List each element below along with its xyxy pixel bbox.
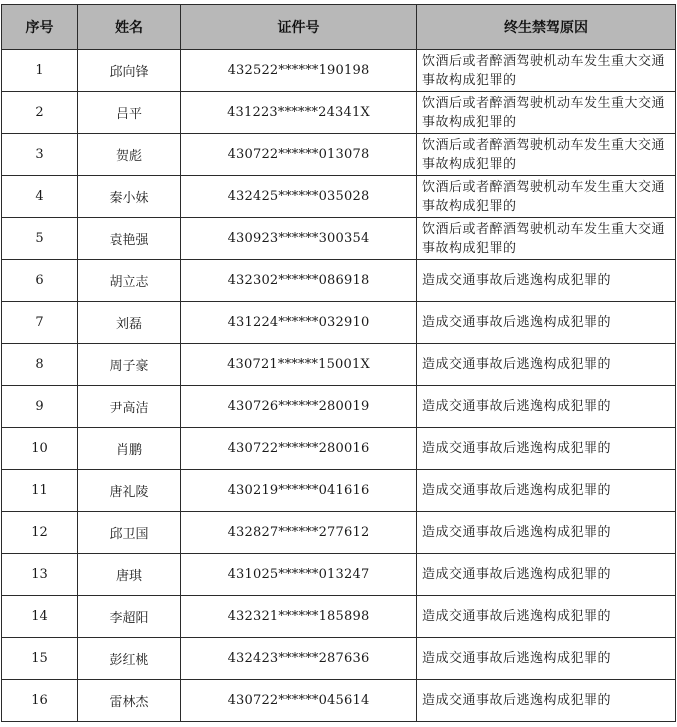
table-row [2,302,676,344]
cell-id: 430722******280016 [181,428,417,470]
table-row [2,386,676,428]
cell-name: 秦小妹 [78,176,181,218]
cell-name: 贺彪 [78,134,181,176]
cell-reason: 造成交通事故后逃逸构成犯罪的 [417,260,676,302]
cell-reason: 饮酒后或者醉酒驾驶机动车发生重大交通事故构成犯罪的 [417,218,676,260]
cell-no: 5 [2,218,78,260]
table-row [2,596,676,638]
cell-id: 432425******035028 [181,176,417,218]
table-row [2,92,676,134]
cell-no: 4 [2,176,78,218]
table-row [2,176,676,218]
cell-id: 431025******013247 [181,554,417,596]
cell-name: 唐琪 [78,554,181,596]
cell-reason: 造成交通事故后逃逸构成犯罪的 [417,470,676,512]
cell-name: 雷林杰 [78,680,181,722]
cell-id: 430722******045614 [181,680,417,722]
table-row [2,344,676,386]
cell-reason: 饮酒后或者醉酒驾驶机动车发生重大交通事故构成犯罪的 [417,50,676,92]
cell-id: 430721******15001X [181,344,417,386]
table-row [2,50,676,92]
cell-no: 7 [2,302,78,344]
cell-id: 430726******280019 [181,386,417,428]
table-header [2,5,676,50]
cell-name: 胡立志 [78,260,181,302]
cell-reason: 造成交通事故后逃逸构成犯罪的 [417,302,676,344]
cell-name: 邱向锋 [78,50,181,92]
cell-name: 尹高洁 [78,386,181,428]
cell-reason: 造成交通事故后逃逸构成犯罪的 [417,554,676,596]
cell-reason: 饮酒后或者醉酒驾驶机动车发生重大交通事故构成犯罪的 [417,176,676,218]
cell-reason: 造成交通事故后逃逸构成犯罪的 [417,428,676,470]
cell-reason: 造成交通事故后逃逸构成犯罪的 [417,596,676,638]
cell-name: 唐礼陵 [78,470,181,512]
table-row [2,470,676,512]
header-name: 姓名 [78,5,181,50]
cell-no: 8 [2,344,78,386]
cell-reason: 饮酒后或者醉酒驾驶机动车发生重大交通事故构成犯罪的 [417,134,676,176]
cell-id: 432302******086918 [181,260,417,302]
cell-id: 432423******287636 [181,638,417,680]
cell-name: 肖鹏 [78,428,181,470]
cell-id: 432827******277612 [181,512,417,554]
cell-id: 431224******032910 [181,302,417,344]
cell-no: 6 [2,260,78,302]
table-row [2,428,676,470]
ban-list-table [1,4,676,722]
table-row [2,638,676,680]
cell-no: 15 [2,638,78,680]
cell-no: 14 [2,596,78,638]
table-row [2,554,676,596]
cell-reason: 造成交通事故后逃逸构成犯罪的 [417,344,676,386]
cell-reason: 饮酒后或者醉酒驾驶机动车发生重大交通事故构成犯罪的 [417,92,676,134]
table-row [2,218,676,260]
header-reason: 终生禁驾原因 [417,5,676,50]
table-row [2,680,676,722]
table-row [2,512,676,554]
cell-id: 430722******013078 [181,134,417,176]
header-row [2,5,676,50]
cell-no: 1 [2,50,78,92]
cell-name: 李超阳 [78,596,181,638]
cell-no: 10 [2,428,78,470]
cell-reason: 造成交通事故后逃逸构成犯罪的 [417,512,676,554]
cell-id: 430219******041616 [181,470,417,512]
cell-no: 13 [2,554,78,596]
cell-id: 430923******300354 [181,218,417,260]
cell-name: 周子豪 [78,344,181,386]
cell-reason: 造成交通事故后逃逸构成犯罪的 [417,386,676,428]
cell-no: 9 [2,386,78,428]
header-id: 证件号 [181,5,417,50]
cell-name: 邱卫国 [78,512,181,554]
cell-no: 12 [2,512,78,554]
cell-reason: 造成交通事故后逃逸构成犯罪的 [417,680,676,722]
cell-id: 431223******24341X [181,92,417,134]
cell-name: 彭红桃 [78,638,181,680]
header-no: 序号 [2,5,78,50]
table-row [2,134,676,176]
cell-id: 432522******190198 [181,50,417,92]
cell-name: 吕平 [78,92,181,134]
cell-no: 11 [2,470,78,512]
cell-id: 432321******185898 [181,596,417,638]
cell-name: 袁艳强 [78,218,181,260]
cell-no: 3 [2,134,78,176]
cell-no: 2 [2,92,78,134]
cell-reason: 造成交通事故后逃逸构成犯罪的 [417,638,676,680]
table-row [2,260,676,302]
cell-name: 刘磊 [78,302,181,344]
cell-no: 16 [2,680,78,722]
table-body [2,50,676,722]
